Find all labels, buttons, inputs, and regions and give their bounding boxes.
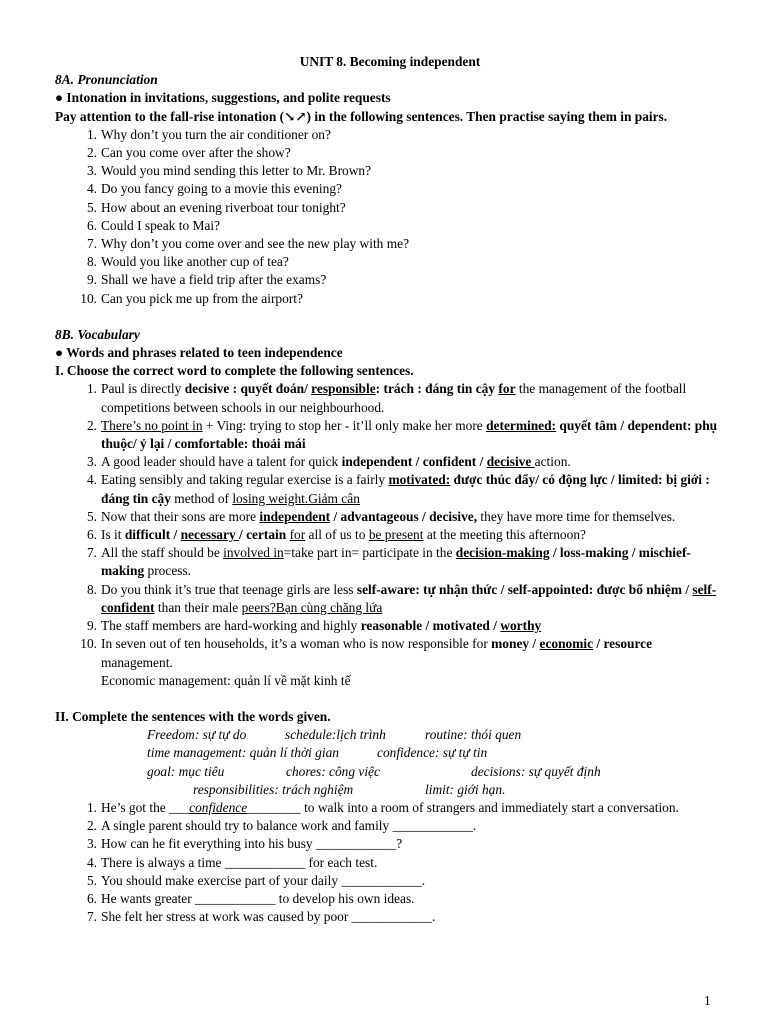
vocabulary-list bbox=[55, 380, 725, 689]
document-page bbox=[55, 53, 725, 926]
section-b-bullet: ● Words and phrases related to teen independence bbox=[55, 345, 343, 361]
list-item: 7. All the staff should be involved in=take part in= participate in the decision-making / loss-making / mischief-making process. bbox=[86, 545, 691, 579]
page-number: 1 bbox=[704, 993, 711, 1008]
list-item: 2. A single parent should try to balance work and family ____________. bbox=[86, 818, 477, 834]
list-item: 9. The staff members are hard-working and highly reasonable / motivated / worthy bbox=[86, 618, 542, 634]
list-item: 6. Is it difficult / necessary / certain for all of us to be present at the meeting this afternoon? bbox=[86, 527, 586, 543]
part-i-instruction: I. Choose the correct word to complete the following sentences. bbox=[55, 363, 414, 379]
list-item: 3. A good leader should have a talent for quick independent / confident / decisive action. bbox=[86, 454, 571, 470]
page-title: UNIT 8. Becoming independent bbox=[299, 54, 481, 69]
list-item: 9. Shall we have a field trip after the exams? bbox=[86, 272, 327, 288]
list-item: 1. Why don’t you turn the air conditioner on? bbox=[86, 126, 331, 142]
list-item: 5. Now that their sons are more independent / advantageous / decisive, they have more time for themselves. bbox=[86, 508, 676, 524]
list-item: 10. Can you pick me up from the airport? bbox=[80, 290, 303, 306]
list-item: 6. Could I speak to Mai? bbox=[86, 217, 221, 233]
section-a-heading: 8A. Pronunciation bbox=[55, 72, 158, 88]
word-bank: Freedom: sự tự do schedule:lịch trình routine: thói quen time management: quản lí thời gian confidence: sự tự tin goal: mục tiêu chores: công việc decisions: sự quyết định responsibilities: trách nghiệm limit: giới hạn. bbox=[147, 727, 601, 797]
list-item: 1. He’s got the ___confidence________ to walk into a room of strangers and immediately start a conversation. bbox=[86, 799, 679, 815]
list-item: 7. She felt her stress at work was caused by poor ____________. bbox=[86, 909, 436, 925]
list-item: 8. Do you think it’s true that teenage girls are less self-aware: tự nhận thức / self-appointed: được bổ nhiệm / self-confident than their male peers?Bạn cùng chăng lứa bbox=[86, 581, 717, 615]
list-item: 8. Would you like another cup of tea? bbox=[86, 254, 289, 270]
list-item: 5. How about an evening riverboat tour tonight? bbox=[86, 199, 346, 215]
section-a-bullet: ● Intonation in invitations, suggestions, and polite requests bbox=[55, 90, 391, 106]
list-item: 4. Eating sensibly and taking regular exercise is a fairly motivated: được thúc đẩy/ có động lực / limited: bị giới : đáng tin cậy method of losing weight.Giảm cân bbox=[86, 472, 710, 506]
section-b-heading: 8B. Vocabulary bbox=[55, 326, 140, 342]
list-item: 6. He wants greater ____________ to develop his own ideas. bbox=[86, 890, 415, 906]
pronunciation-list bbox=[55, 126, 725, 308]
list-item: 4. Do you fancy going to a movie this evening? bbox=[86, 181, 342, 197]
list-item: 2. Can you come over after the show? bbox=[86, 145, 291, 161]
list-item: 2. There’s no point in + Ving: trying to stop her - it’ll only make her more determined: quyết tâm / dependent: phụ thuộc/ ỷ lại / comfortable: thoải mái bbox=[86, 417, 718, 452]
list-item: 5. You should make exercise part of your daily ____________. bbox=[86, 872, 426, 888]
list-item: 3. How can he fit everything into his busy ____________? bbox=[86, 836, 403, 852]
list-item: 7. Why don’t you come over and see the new play with me? bbox=[86, 236, 410, 252]
list-item: 1. Paul is directly decisive : quyết đoán/ responsible: trách : đáng tin cậy for the management of the football competitions between schools in our neighbourhood. bbox=[86, 381, 687, 415]
fill-in-list bbox=[55, 799, 725, 926]
list-item: 3. Would you mind sending this letter to Mr. Brown? bbox=[86, 163, 372, 179]
part-ii-instruction: II. Complete the sentences with the words given. bbox=[55, 708, 331, 724]
list-item: 4. There is always a time ____________ for each test. bbox=[86, 854, 378, 870]
list-item: 10. In seven out of ten households, it’s a woman who is now responsible for money / economic / resource management. Economic management: quản lí về mặt kinh tế bbox=[80, 636, 653, 688]
section-a-instruction: Pay attention to the fall-rise intonation (↘↗) in the following sentences. Then practise saying them in pairs. bbox=[55, 108, 668, 124]
